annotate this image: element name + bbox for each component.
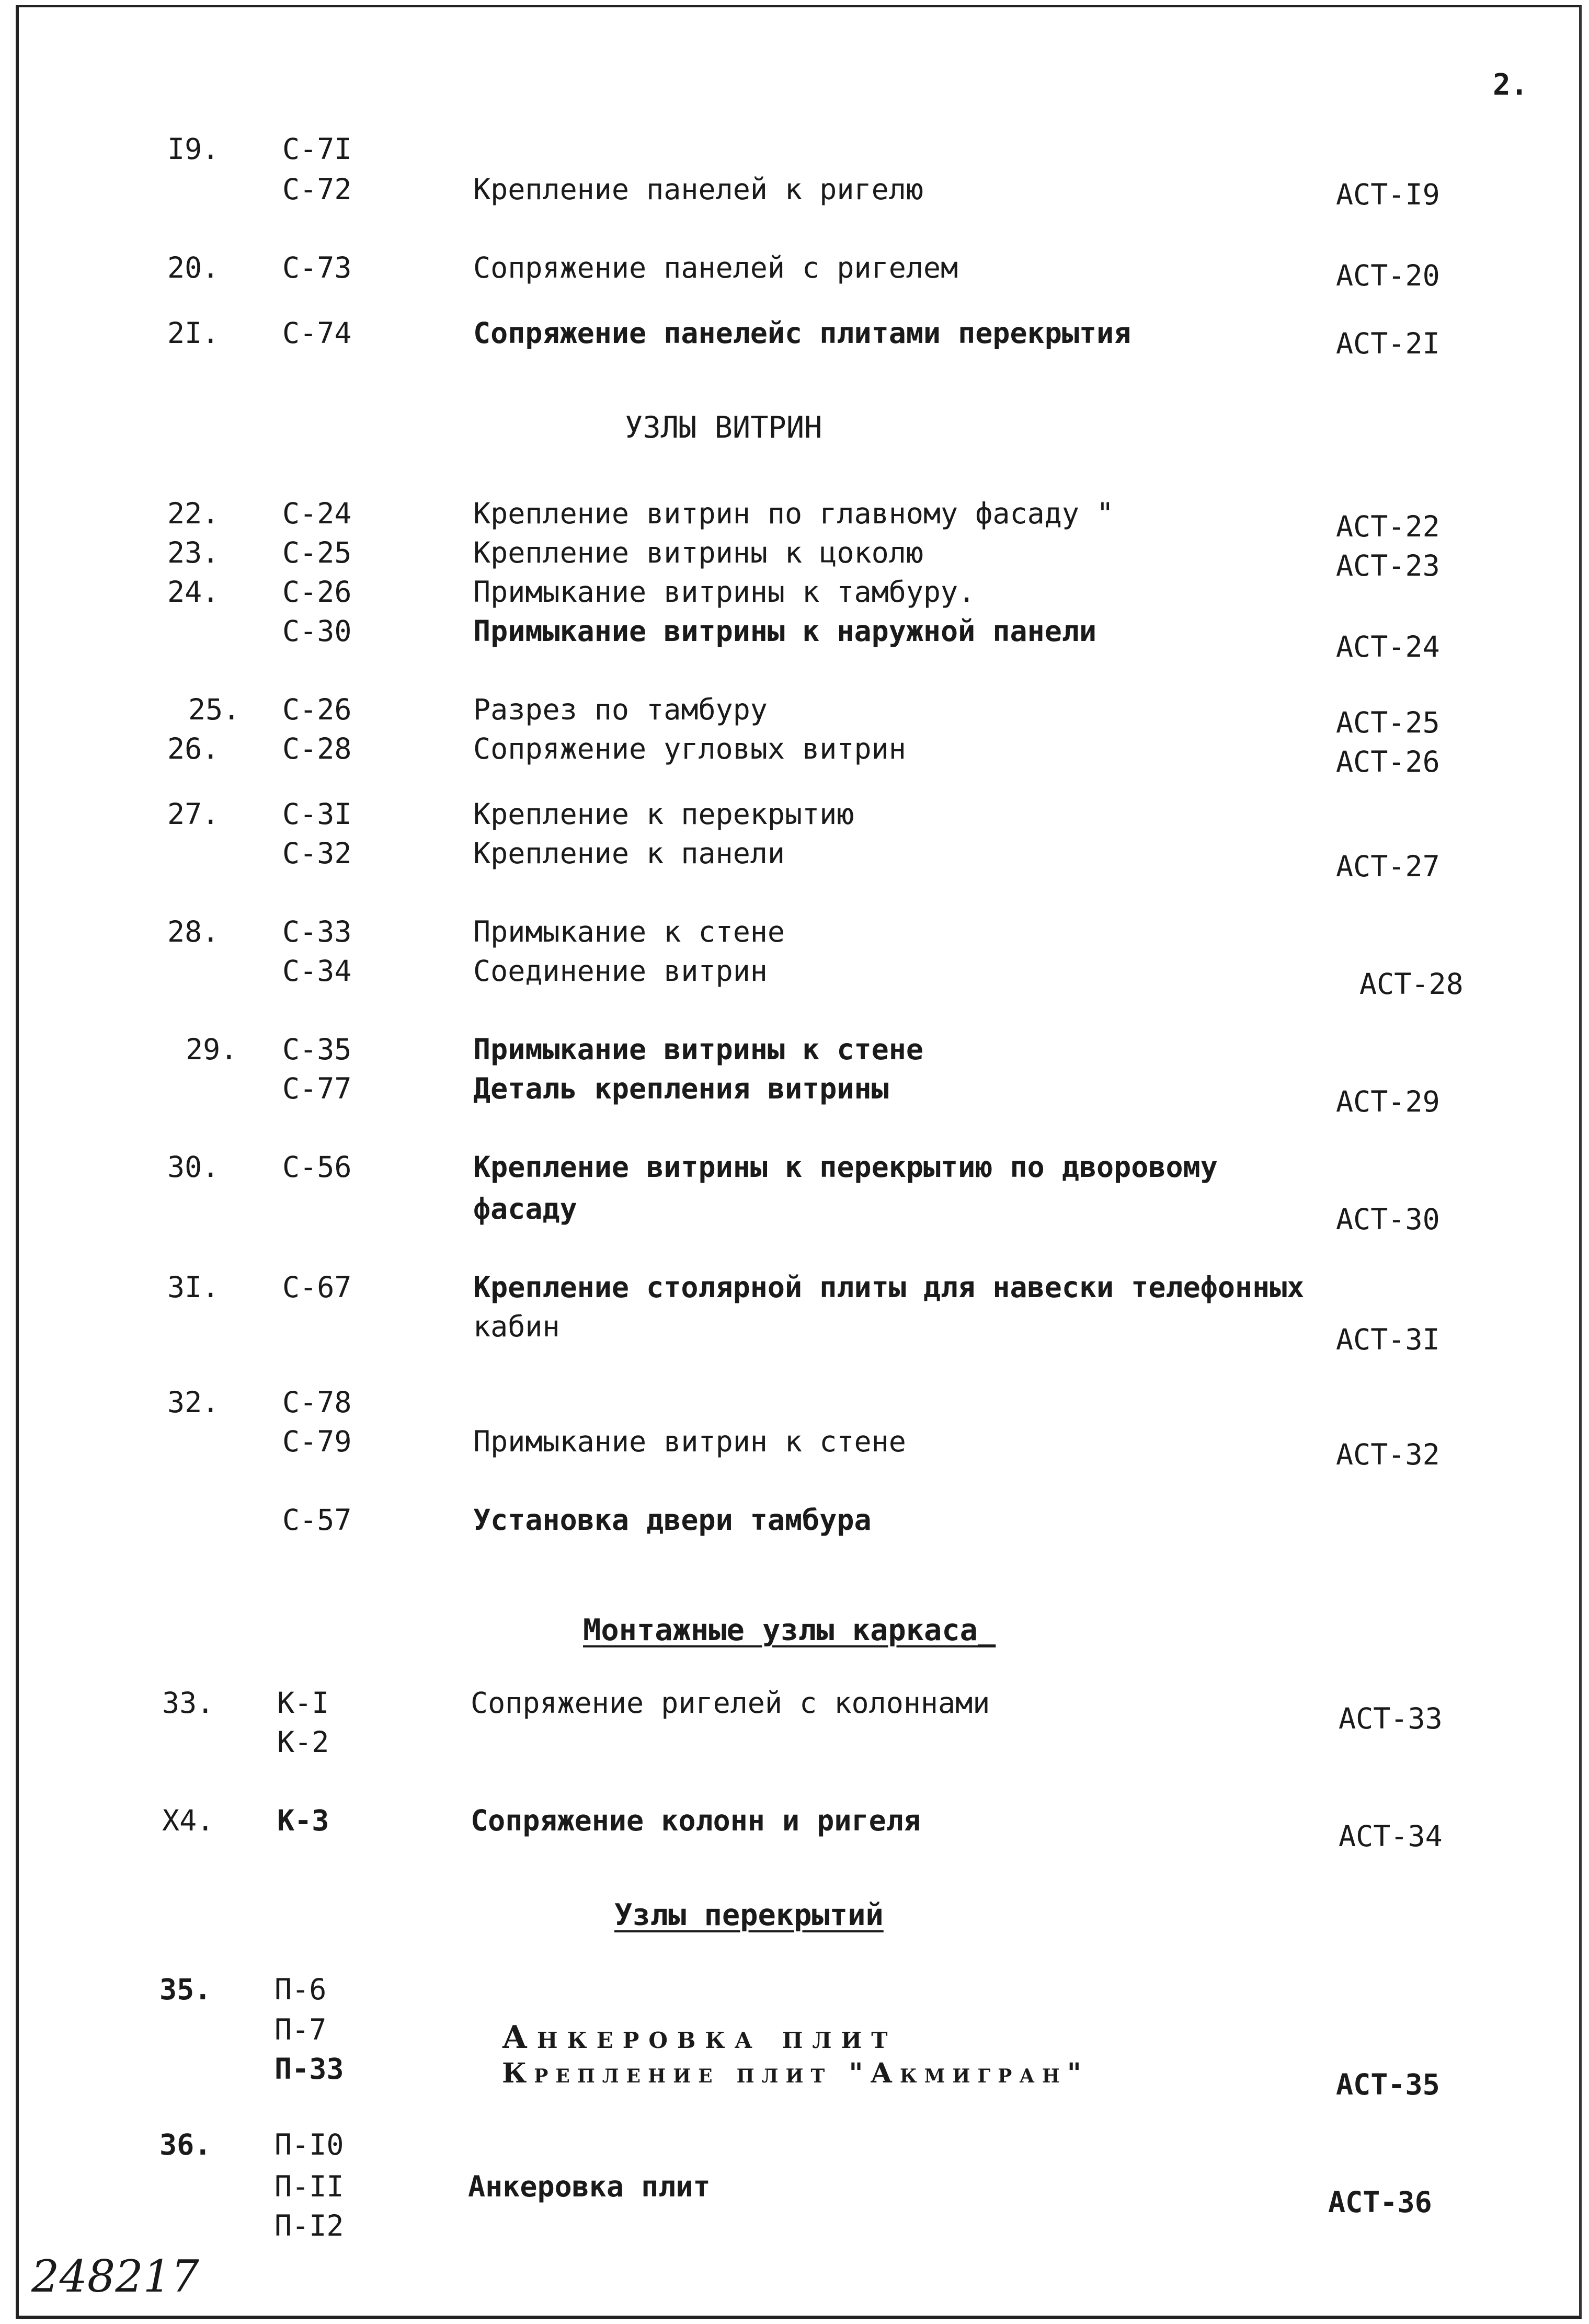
item-code: П-7 bbox=[275, 2013, 327, 2046]
item-code: К-I bbox=[277, 1686, 329, 1720]
item-sheet: АСТ-20 bbox=[1336, 259, 1440, 292]
item-number: 22. bbox=[167, 497, 220, 530]
item-code: С-26 bbox=[282, 575, 352, 609]
list-item bbox=[0, 1033, 1589, 1066]
item-code: П-33 bbox=[275, 2052, 344, 2086]
item-number: 23. bbox=[167, 536, 220, 569]
item-number: 27. bbox=[167, 797, 220, 831]
item-description: Крепление к перекрытию bbox=[473, 797, 854, 831]
item-description: Анкеровка плит bbox=[468, 2170, 711, 2203]
handwritten-inventory-number: 248217 bbox=[31, 2251, 199, 2302]
item-number: I9. bbox=[167, 132, 220, 166]
item-description: Примыкание витрин к стене bbox=[473, 1425, 906, 1458]
item-code: П-6 bbox=[275, 1973, 327, 2006]
item-sheet: АСТ-32 bbox=[1336, 1438, 1440, 1471]
item-description: Крепление витрины к цоколю bbox=[473, 536, 923, 569]
item-description: Примыкание витрины к тамбуру. bbox=[473, 575, 976, 609]
item-code: С-34 bbox=[282, 954, 352, 988]
list-item bbox=[0, 1804, 1589, 1853]
list-item bbox=[0, 1386, 1589, 1419]
item-sheet: АСТ-33 bbox=[1339, 1702, 1443, 1735]
item-code: К-2 bbox=[277, 1725, 329, 1759]
item-number: 20. bbox=[167, 251, 220, 284]
item-number: 32. bbox=[167, 1386, 220, 1419]
item-description: Крепление витрин по главному фасаду " bbox=[473, 497, 1114, 530]
list-item bbox=[0, 1973, 1589, 2006]
item-description: Сопряжение колонн и ригеля bbox=[471, 1804, 921, 1837]
item-sheet: АСТ-25 bbox=[1336, 706, 1440, 739]
item-number: 30. bbox=[167, 1150, 220, 1184]
list-item bbox=[0, 497, 1589, 543]
item-description: Примыкание витрины к наружной панели bbox=[473, 614, 1097, 648]
item-code: С-73 bbox=[282, 251, 352, 284]
item-description: фасаду bbox=[473, 1192, 577, 1226]
item-description: Сопряжение ригелей с колоннами bbox=[471, 1686, 990, 1720]
item-description: Сопряжение угловых витрин bbox=[473, 732, 906, 765]
item-description: Крепление панелей к ригелю bbox=[473, 173, 923, 206]
item-sheet: АСТ-30 bbox=[1336, 1203, 1440, 1236]
item-description: Крепление столярной плиты для навески телефонных bbox=[473, 1270, 1305, 1304]
item-code: С-32 bbox=[282, 837, 352, 870]
item-code: С-35 bbox=[282, 1033, 352, 1066]
item-description: Крепление витрины к перекрытию по дворовому bbox=[473, 1150, 1218, 1184]
item-number: 29. bbox=[186, 1033, 238, 1066]
item-sheet: АСТ-28 bbox=[1359, 967, 1464, 1001]
list-item bbox=[0, 2170, 1589, 2219]
item-number: 3I. bbox=[167, 1270, 220, 1304]
list-item bbox=[0, 1310, 1589, 1356]
item-description: Крепление к панели bbox=[473, 837, 785, 870]
item-number: 35. bbox=[159, 1973, 212, 2006]
item-code: С-78 bbox=[282, 1386, 352, 1419]
item-description: Установка двери тамбура bbox=[473, 1503, 872, 1537]
item-code: С-7I bbox=[282, 132, 352, 166]
item-sheet: АСТ-22 bbox=[1336, 510, 1440, 543]
item-sheet: АСТ-29 bbox=[1336, 1085, 1440, 1118]
item-description: Сопряжение панелейс плитами перекрытия bbox=[473, 316, 1131, 350]
section-heading-frame: Монтажные узлы каркаса_ bbox=[583, 1613, 996, 1647]
item-sheet: АСТ-35 bbox=[1336, 2068, 1440, 2101]
item-code: С-3I bbox=[282, 797, 352, 831]
item-code: С-72 bbox=[282, 173, 352, 206]
item-number: 26. bbox=[167, 732, 220, 765]
list-item bbox=[0, 693, 1589, 739]
item-code: С-28 bbox=[282, 732, 352, 765]
section-heading-vitrines: УЗЛЫ ВИТРИН bbox=[625, 410, 822, 445]
item-sheet: АСТ-2I bbox=[1336, 327, 1440, 360]
item-sheet: АСТ-26 bbox=[1336, 745, 1440, 779]
item-code: П-II bbox=[275, 2170, 344, 2203]
item-sheet: АСТ-36 bbox=[1328, 2185, 1432, 2219]
item-code: С-24 bbox=[282, 497, 352, 530]
item-description: Примыкание к стене bbox=[473, 915, 785, 948]
item-code: С-67 bbox=[282, 1270, 352, 1304]
list-item bbox=[0, 1072, 1589, 1118]
list-item bbox=[0, 1270, 1589, 1304]
item-description: кабин bbox=[473, 1310, 560, 1343]
item-sheet: АСТ-27 bbox=[1336, 850, 1440, 883]
item-description: Сопряжение панелей с ригелем bbox=[473, 251, 958, 284]
item-description: Деталь крепления витрины bbox=[473, 1072, 889, 1105]
item-code: С-56 bbox=[282, 1150, 352, 1184]
item-code: С-79 bbox=[282, 1425, 352, 1458]
item-number: 24. bbox=[167, 575, 220, 609]
page-number: 2. bbox=[1493, 68, 1528, 102]
item-number: 33. bbox=[162, 1686, 214, 1720]
item-number: 25. bbox=[188, 693, 241, 726]
item-number: Х4. bbox=[162, 1804, 214, 1837]
item-code: К-3 bbox=[277, 1804, 329, 1837]
handwritten-line-2: Крепление плит "Акмигран" bbox=[502, 2057, 1089, 2089]
item-sheet: АСТ-3I bbox=[1336, 1323, 1440, 1356]
item-code: П-I2 bbox=[275, 2209, 344, 2242]
item-code: С-77 bbox=[282, 1072, 352, 1105]
item-description: Соединение витрин bbox=[473, 954, 768, 988]
item-number: 36. bbox=[159, 2128, 212, 2161]
item-code: С-33 bbox=[282, 915, 352, 948]
item-code: П-I0 bbox=[275, 2128, 344, 2161]
item-number: 2I. bbox=[167, 316, 220, 350]
handwritten-line-1: Анкеровка плит bbox=[502, 2019, 897, 2056]
item-sheet: АСТ-23 bbox=[1336, 549, 1440, 582]
item-code: С-26 bbox=[282, 693, 352, 726]
item-code: С-25 bbox=[282, 536, 352, 569]
item-sheet: АСТ-34 bbox=[1339, 1819, 1443, 1853]
item-code: С-30 bbox=[282, 614, 352, 648]
section-heading-floors: Узлы перекрытий bbox=[614, 1898, 884, 1932]
item-number: 28. bbox=[167, 915, 220, 948]
list-item bbox=[0, 1425, 1589, 1471]
item-sheet: АСТ-I9 bbox=[1336, 178, 1440, 211]
item-code: С-57 bbox=[282, 1503, 352, 1537]
list-item bbox=[0, 173, 1589, 211]
item-description: Разрез по тамбуру bbox=[473, 693, 768, 726]
item-description: Примыкание витрины к стене bbox=[473, 1033, 923, 1066]
list-item bbox=[0, 837, 1589, 883]
item-sheet: АСТ-24 bbox=[1336, 630, 1440, 663]
item-code: С-74 bbox=[282, 316, 352, 350]
